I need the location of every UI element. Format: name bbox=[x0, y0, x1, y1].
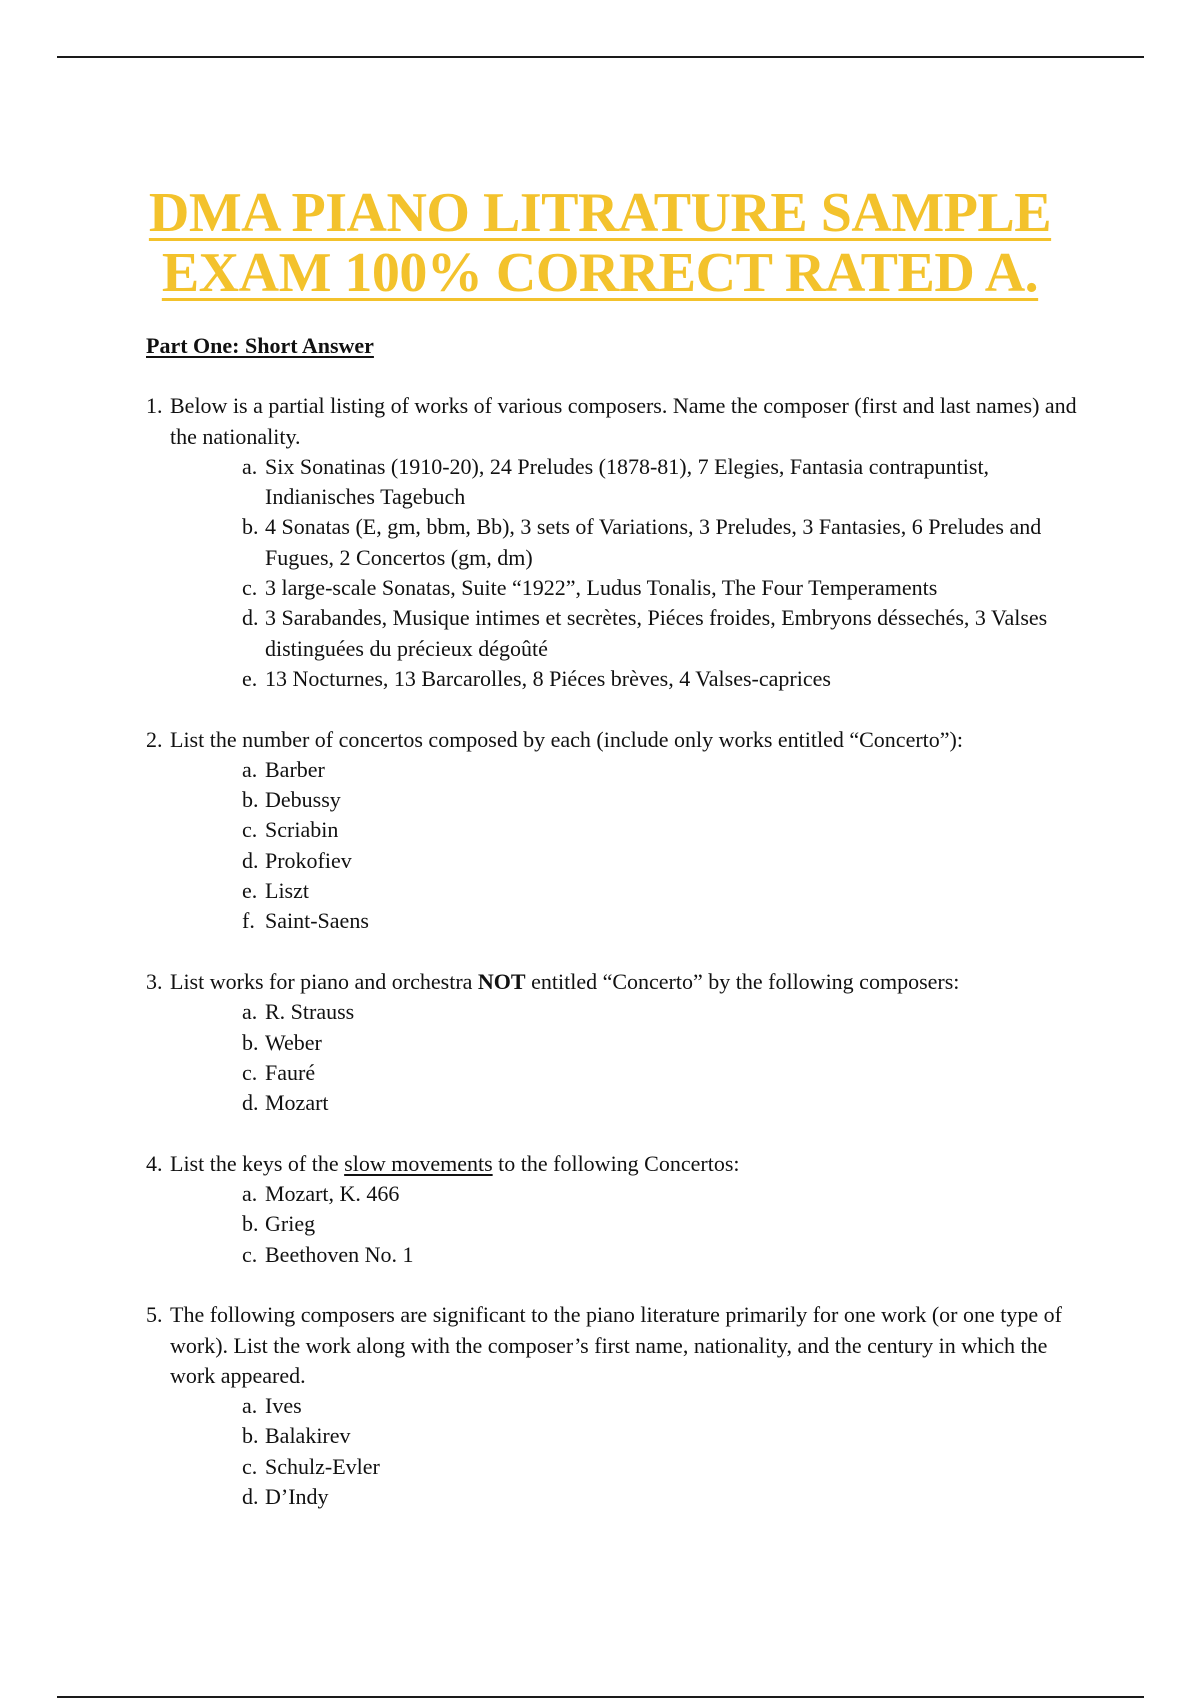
sub-item bbox=[170, 1421, 1091, 1451]
sub-item-label: b. bbox=[242, 1423, 259, 1449]
sub-item-text: Prokofiev bbox=[265, 847, 352, 873]
sub-item-text: Mozart bbox=[265, 1090, 329, 1116]
sub-item bbox=[170, 573, 1091, 603]
question-1 bbox=[146, 391, 1091, 694]
question-4 bbox=[146, 1149, 1091, 1270]
sub-item-text: R. Strauss bbox=[265, 999, 355, 1025]
sub-item-label: b. bbox=[242, 1211, 259, 1237]
sub-item-label: d. bbox=[242, 605, 259, 631]
sub-item bbox=[170, 876, 1091, 906]
sub-item-text: Grieg bbox=[265, 1211, 316, 1237]
question-number: 2. bbox=[146, 726, 163, 752]
sub-item bbox=[170, 785, 1091, 815]
sub-item-label: b. bbox=[242, 787, 259, 813]
sub-item-label: e. bbox=[242, 878, 258, 904]
sub-item-label: c. bbox=[242, 1059, 258, 1085]
sub-item-label: e. bbox=[242, 665, 258, 691]
sub-item-label: b. bbox=[242, 514, 259, 540]
sub-item bbox=[170, 664, 1091, 694]
sub-item bbox=[170, 1088, 1091, 1118]
question-text: List the number of concertos composed by each (include only works entitled “Concerto”): bbox=[170, 726, 963, 752]
sub-item bbox=[170, 815, 1091, 845]
question-text-start: List the keys of the bbox=[170, 1150, 345, 1176]
sub-item bbox=[170, 1240, 1091, 1270]
sub-item-label: b. bbox=[242, 1029, 259, 1055]
question-text-end: entitled “Concerto” by the following composers: bbox=[525, 968, 960, 994]
question-5 bbox=[146, 1300, 1091, 1512]
sub-item bbox=[170, 906, 1091, 936]
sub-item-text: 4 Sonatas (E, gm, bbm, Bb), 3 sets of Variations, 3 Preludes, 3 Fantasies, 6 Preludes and Fugues, 2 Concertos (gm, dm) bbox=[265, 514, 1042, 570]
title-line-2: EXAM 100% CORRECT RATED A. bbox=[161, 242, 1039, 304]
sub-item bbox=[170, 1482, 1091, 1512]
sub-item bbox=[170, 452, 1091, 513]
question-2 bbox=[146, 725, 1091, 937]
sub-item-text: D’Indy bbox=[265, 1483, 329, 1509]
header-rule bbox=[57, 56, 1144, 58]
sub-item-text: Six Sonatinas (1910-20), 24 Preludes (1878-81), 7 Elegies, Fantasia contrapuntist, Indianisches Tagebuch bbox=[265, 453, 990, 510]
question-3 bbox=[146, 967, 1091, 1118]
section-heading: Part One: Short Answer bbox=[146, 333, 374, 358]
sub-item-text: Balakirev bbox=[265, 1423, 351, 1449]
sub-item-label: a. bbox=[242, 756, 258, 782]
sub-item-text: Schulz-Evler bbox=[265, 1453, 380, 1479]
sub-item-text: Fauré bbox=[265, 1059, 316, 1085]
sub-item-label: c. bbox=[242, 817, 258, 843]
sub-item-text: Scriabin bbox=[265, 817, 339, 843]
sub-item bbox=[170, 997, 1091, 1027]
sub-item-text: Mozart, K. 466 bbox=[265, 1181, 400, 1207]
question-list bbox=[146, 391, 1091, 1512]
sub-item bbox=[170, 1452, 1091, 1482]
question-text: The following composers are significant to the piano literature primarily for one work (or one type of work). List the work along with the composer’s first name, nationality, and the century in which the work appeared. bbox=[170, 1302, 1062, 1388]
question-text-emphasis: NOT bbox=[477, 968, 526, 994]
sub-item-text: Ives bbox=[265, 1393, 302, 1419]
sub-item-label: c. bbox=[242, 575, 258, 601]
sub-item-list bbox=[170, 755, 1091, 937]
sub-item-text: Liszt bbox=[265, 878, 309, 904]
sub-item bbox=[170, 1058, 1091, 1088]
title-line-1: DMA PIANO LITRATURE SAMPLE bbox=[148, 182, 1052, 244]
sub-item-list bbox=[170, 997, 1091, 1118]
sub-item-label: f. bbox=[242, 908, 255, 934]
sub-item-label: a. bbox=[242, 1181, 258, 1207]
sub-item-text: 13 Nocturnes, 13 Barcarolles, 8 Piéces brèves, 4 Valses-caprices bbox=[265, 665, 831, 691]
sub-item-label: d. bbox=[242, 1483, 259, 1509]
sub-item-label: d. bbox=[242, 1090, 259, 1116]
question-text-end: to the following Concertos: bbox=[492, 1150, 740, 1176]
sub-item-text: 3 Sarabandes, Musique intimes et secrètes, Piéces froides, Embryons déssechés, 3 Valses distinguées du précieux dégoûté bbox=[265, 605, 1048, 661]
sub-item-text: Beethoven No. 1 bbox=[265, 1241, 414, 1267]
document-title bbox=[0, 183, 1200, 303]
sub-item-label: a. bbox=[242, 453, 258, 479]
question-text-underlined: slow movements bbox=[344, 1150, 493, 1176]
sub-item bbox=[170, 1028, 1091, 1058]
sub-item-text: 3 large-scale Sonatas, Suite “1922”, Ludus Tonalis, The Four Temperaments bbox=[265, 575, 938, 601]
question-text: Below is a partial listing of works of various composers. Name the composer (first and last names) and the nationality. bbox=[170, 393, 1077, 449]
sub-item-text: Debussy bbox=[265, 787, 341, 813]
question-number: 3. bbox=[146, 968, 163, 994]
sub-item bbox=[170, 512, 1091, 573]
sub-item bbox=[170, 846, 1091, 876]
sub-item-text: Barber bbox=[265, 756, 325, 782]
question-number: 5. bbox=[146, 1302, 163, 1328]
sub-item-label: c. bbox=[242, 1453, 258, 1479]
sub-item-list bbox=[170, 1179, 1091, 1270]
sub-item bbox=[170, 603, 1091, 664]
question-number: 4. bbox=[146, 1150, 163, 1176]
sub-item-text: Saint-Saens bbox=[265, 908, 369, 934]
sub-item bbox=[170, 1209, 1091, 1239]
sub-item-list bbox=[170, 452, 1091, 694]
sub-item-label: c. bbox=[242, 1241, 258, 1267]
question-text-start: List works for piano and orchestra bbox=[170, 968, 478, 994]
sub-item bbox=[170, 1179, 1091, 1209]
sub-item bbox=[170, 1391, 1091, 1421]
sub-item-text: Weber bbox=[265, 1029, 322, 1055]
sub-item-list bbox=[170, 1391, 1091, 1512]
sub-item-label: a. bbox=[242, 999, 258, 1025]
exam-content bbox=[146, 331, 1091, 1512]
footer-rule bbox=[57, 1696, 1144, 1698]
sub-item-label: d. bbox=[242, 847, 259, 873]
sub-item-label: a. bbox=[242, 1393, 258, 1419]
question-number: 1. bbox=[146, 393, 163, 419]
sub-item bbox=[170, 755, 1091, 785]
